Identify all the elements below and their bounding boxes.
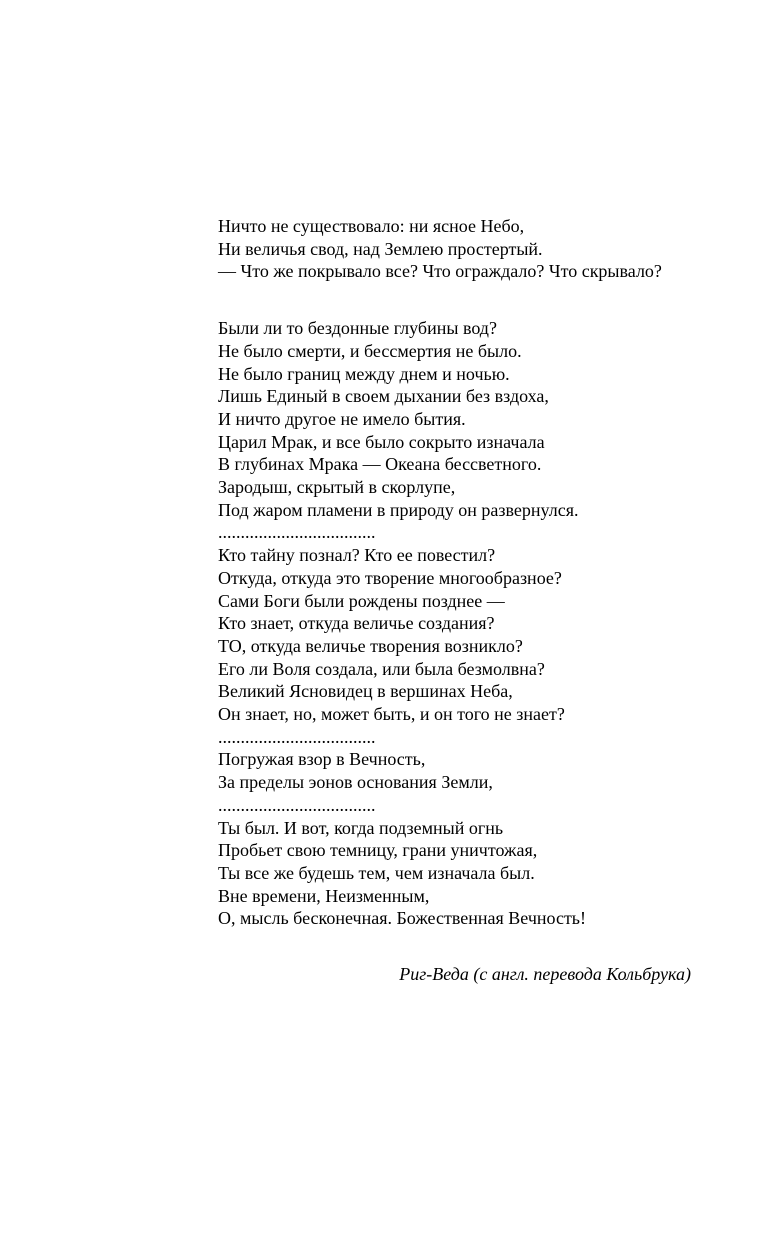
poem-line: Ни величья свод, над Землею простертый. <box>218 238 543 259</box>
poem-line: Под жаром пламени в природу он развернулся. <box>218 499 579 520</box>
poem-line: Погружая взор в Вечность, <box>218 749 426 770</box>
poem-line: Не было смерти, и бессмертия не было. <box>218 340 522 361</box>
ellipsis-divider: ................................... <box>218 522 376 543</box>
poem-line: В глубинах Мрака — Океана бессветного. <box>218 454 542 475</box>
poem-line: Ты все же будешь тем, чем изначала был. <box>218 862 535 883</box>
poem-line: Пробьет свою темницу, грани уничтожая, <box>218 840 538 861</box>
ellipsis-divider: ................................... <box>218 726 376 747</box>
ellipsis-divider: ................................... <box>218 794 376 815</box>
attribution: Риг-Веда (с англ. перевода Кольбрука) <box>399 964 691 984</box>
poem-line: Кто знает, откуда величье создания? <box>218 613 495 634</box>
poem-line: Откуда, откуда это творение многообразное? <box>218 567 562 588</box>
poem-line: Кто тайну познал? Кто ее повестил? <box>218 545 496 566</box>
poem-line: О, мысль бесконечная. Божественная Вечность! <box>218 908 587 929</box>
poem-line: — Что же покрывало все? Что ограждало? Что скрывало? <box>218 261 662 282</box>
poem-line: Ничто не существовало: ни ясное Небо, <box>218 216 525 236</box>
poem-line: Ты был. И вот, когда подземный огнь <box>218 817 504 838</box>
poem-line: Не было границ между днем и ночью. <box>218 363 510 384</box>
poem-line: Лишь Единый в своем дыхании без вздоха, <box>218 386 549 407</box>
stanza-2 <box>218 317 718 930</box>
poem-line: Царил Мрак, и все было сокрыто изначала <box>218 431 545 452</box>
poem-line: Великий Ясновидец в вершинах Неба, <box>218 681 513 702</box>
poem-line: ТО, откуда величье творения возникло? <box>218 635 523 656</box>
poem-line: Он знает, но, может быть, и он того не знает? <box>218 704 565 725</box>
poem-line: Сами Боги были рождены позднее — <box>218 590 505 611</box>
poem-line: Вне времени, Неизменным, <box>218 885 430 906</box>
stanza-1 <box>218 215 718 283</box>
poem-line: Были ли то бездонные глубины вод? <box>218 318 497 339</box>
poem-line: И ничто другое не имело бытия. <box>218 408 466 429</box>
poem-line: За пределы эонов основания Земли, <box>218 772 493 793</box>
poem-line: Его ли Воля создала, или была безмолвна? <box>218 658 545 679</box>
poem <box>218 215 718 930</box>
poem-line: Зародыш, скрытый в скорлупе, <box>218 477 456 498</box>
